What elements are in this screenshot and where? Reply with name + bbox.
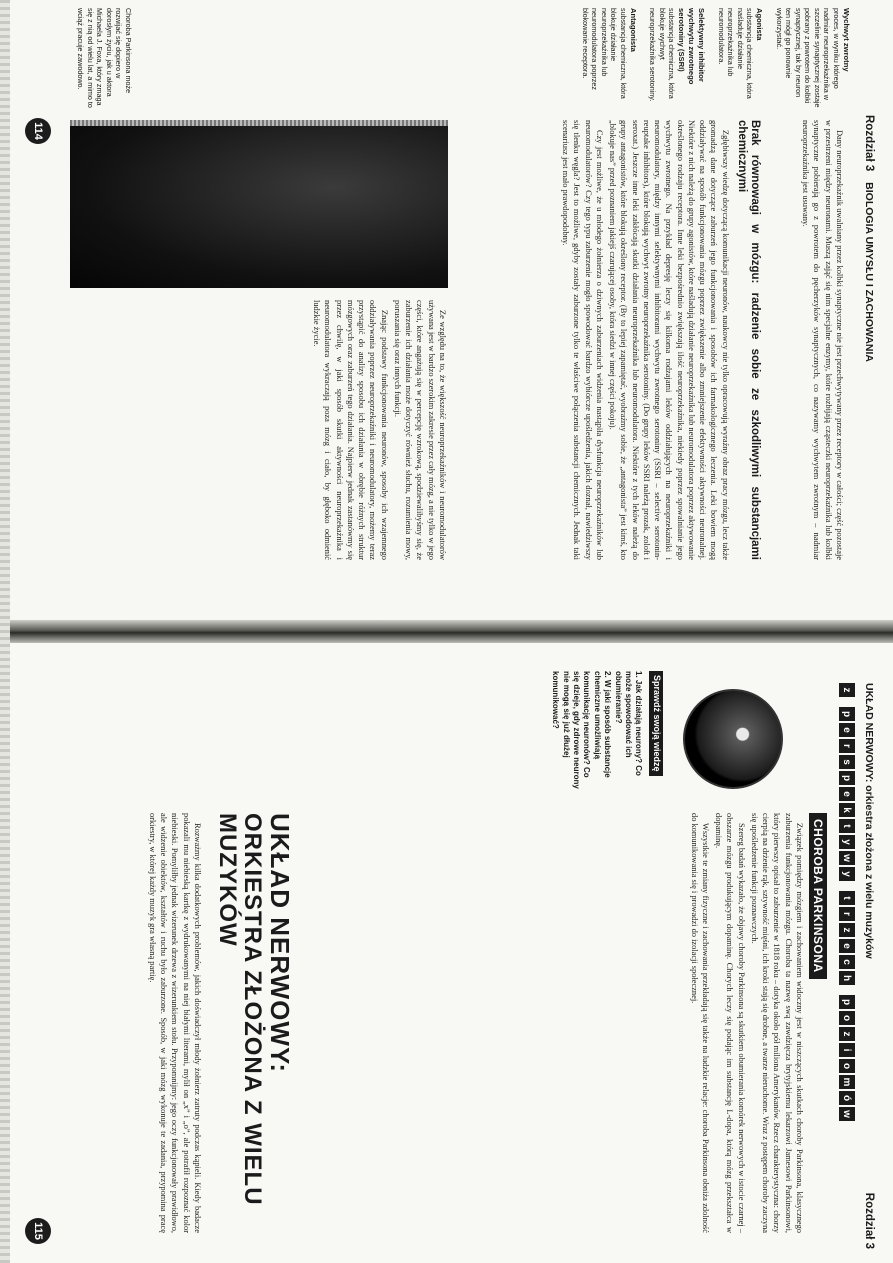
paragraph: Dany neuroprzekaźnik uwalniany przez kolbki synaptyczne nie jest przechwytywany przez receptory w całości; część pozostaje w przestrzeni między neuronami. Muszą zająć się nim specjalne enzymy, które rozbijają cząsteczki neuroprzekaźnika lub kolbki synaptyczne pobierają go z powrotem do pęcherzyków synaptycznych, co nazywamy wychwytem zwrotnym – nadmiar neuroprzekaźnika jest usuwany.: [801, 120, 844, 560]
photo-edge: [70, 120, 448, 126]
banner-letter: z: [839, 683, 855, 697]
perspektywy-banner: [839, 683, 855, 1121]
glossary-definition: substancja chemiczna, która blokuje wychwyt neuroprzekaźnika serotoniny.: [648, 8, 677, 102]
banner-letter: k: [839, 803, 855, 817]
glossary-entry: [580, 8, 638, 108]
question-item: 1. Jak działają neurony? Co może spowodować ich obumieranie?: [613, 671, 644, 776]
chapter-intro: [145, 813, 203, 1233]
paragraph: Szereg badań wykazało, że objawy choroby Parkinsona są skutkiem obumierania komórek nerwowych w istocie czarnej – obszarze mózgu produkującym dopaminę. Chorych leczy się podając im substancję L-dopa, którą mózg przekształca w dopaminę.: [714, 813, 746, 1233]
banner-letter: o: [839, 1011, 855, 1025]
glossary-column: [570, 8, 851, 108]
section-title: Brak równowagi w mózgu: radzenie sobie ze szkodliwymi substancjami chemicznymi: [735, 120, 761, 560]
banner-letter: p: [839, 995, 855, 1009]
banner-letter: z: [839, 923, 855, 937]
portrait-photo: [70, 120, 448, 288]
banner-letter: y: [839, 835, 855, 849]
glossary-definition: proces, w wyniku którego nadmiar neuroprzekaźnika w szczelinie synaptycznej zostaje pobrany z powrotem do kolbki synaptycznej, tak by neuron ten mógł go ponownie wykorzystać.: [774, 8, 841, 108]
banner-letter: r: [839, 907, 855, 921]
photo-caption: Choroba Parkinsona może rozwijać się dopiero w dorosłym życiu, jak u aktora Michaela J. Foxa, który zmaga się z nią od wielu lat, a mimo to wciąż pracuje zawodowo.: [76, 8, 133, 108]
banner-letter: t: [839, 891, 855, 905]
glossary-entry: [774, 8, 851, 108]
question-list: [550, 671, 644, 791]
glossary-definition: substancja chemiczna, która blokuje działanie neuroprzekaźnika lub neuromodulatora poprzez blokowanie receptora.: [580, 8, 628, 99]
glossary-term: Wychwyt zwrotny: [842, 8, 851, 72]
paragraph: Zgłębiwszy wiedzę dotyczącą komunikacji neuronów, naukowcy nie tylko opracowują wyraźny obraz pracy mózgu, lecz także gromadzą dane dotyczące zaburzeń jego funkcjonowania i sposobów ich farmakologicznego leczenia. Leki bowiem mogą oddziaływać na sposób funkcjonowania mózgu poprzez zwiększenie albo zmniejszenie efektywności aktywności neuronalnej. Niektóre z nich należą do grupy agonistów, które naśladują działanie neuroprzekaźnika lub neuromodulatora poprzez aktywowanie określonego rodzaju receptora. Inne leki bezpośrednio zwiększają ilość neuroprzekaźnika, niekiedy poprzez spowalnianie jego wychwytu zwrotnego. Na przykład depresję leczy się kilkoma rodzajami leków oddziałujących na neuroprzekaźniki i neuromodulatory, między innymi selektywnymi inhibitorami wychwytu zwrotnego serotoniny (SSRI – selective serotonin-reuptake inhibitors), które blokują wychwyt zwrotny neuroprzekaźnika serotoniny. (Do grupy leków SSRI należą prozak, zoloft i seroxat.) Jeszcze inne leki zakłócają skutki działania neuroprzekaźnika lub neuromodulatora. Niektóre z tych leków należą do grupy antagonistów, które blokują określony receptor. (By to lepiej zapamiętać, wyobraźmy sobie, że „antagonista” jest kimś, kto „blokuje nas” przed poznaniem jakiejś czarującej osoby, która siedzi w innej części pokoju).: [608, 120, 730, 560]
paragraph: Wszystkie te zmiany fizyczne i zachowania przekładają się także na ludzkie relacje: choroba Parkinsona obniża zdolność do komunikowania się i prowadzi do izolacji społecznej.: [689, 813, 710, 1233]
right-page: [0, 643, 893, 1263]
paragraph: Ze względu na to, że większość neuroprzekaźników i neuromodulatorów używana jest w bardzo szerokim zakresie przez cały mózg, a nie tylko w jego części, które angażują się w percepcję wzrokową, spodziewalibyśmy się, że zaburzenie ich działania może dotyczyć również słuchu, rozumienia mowy, poruszania się oraz innych funkcji.: [393, 300, 447, 560]
right-running-title: UKŁAD NERWOWY: orkiestra złożona z wielu muzyków: [863, 683, 875, 959]
left-page: [0, 0, 893, 620]
paragraph: Rozważmy kilka dodatkowych problemów, jakich doświadczył młody żołnierz zatruty podczas kąpieli. Kiedy badacze pokazali mu niebieską kartkę z wydrukowanymi na niej białymi literami, mylił on „x” i „o”, ale potrafił rozpoznać kolor niebieski. Pomyliłby jednak wizerunek drzewa z wizerunkiem stołu. Przypomnijmy: jego oczy funkcjonowały prawidłowo, ale widzenie obiektów, kształtów i ruchu było zaburzone. Sposób, w jaki mózg wykonuje te zadania, przypomina pracę orkiestry, w której każdy muzyk gra własną partię.: [148, 813, 202, 1233]
left-chapter-label: Rozdział 3: [863, 115, 875, 172]
banner-letter: h: [839, 971, 855, 985]
intro-paragraph: [798, 120, 845, 560]
glossary-entry: [716, 8, 764, 108]
banner-letter: c: [839, 955, 855, 969]
book-gutter: [0, 620, 893, 643]
section-brak-rownowagi: [558, 120, 761, 560]
paragraph: Czy jest możliwe, że u młodego żołnierza o dziwnych zaburzeniach widzenia nastąpiła dysfunkcja neuroprzekaźników lub neuromodulatorów? Czy tego typu zaburzenie mogło spowodować bardzo wybiórcze upośledzenia, jakich doznał, nawiedziwszy się tlenku węgla? Jest to możliwe, gdyby zostały zaburzone tylko te właściwe połączenia substancji chemicznych. Jednak taki scenariusz jest mało prawdopodobny.: [561, 120, 604, 560]
paragraph: Znając podstawy funkcjonowania neuronów, sposoby ich wzajemnego oddziaływania poprzez neuroprzekaźniki i neuromodulatory, możemy teraz przystąpić do analizy sposobu ich działania w obrębie różnych struktur mózgowych oraz zaburzeń tego działania. Najpierw jednak zastanówmy się przez chwilę, w jaki sposób skutki aktywności neuroprzekaźnika i neuromodulatora wykraczają poza mózg i ciało, by głęboko odmienić ludzkie życie.: [312, 300, 389, 560]
left-running-head: [863, 115, 875, 362]
banner-letter: s: [839, 755, 855, 769]
banner-letter: e: [839, 939, 855, 953]
sprawdz-wiedze-box: [550, 671, 663, 791]
right-chapter-label: Rozdział 3: [863, 1192, 875, 1249]
banner-gap: [839, 987, 855, 993]
sprawdz-label: Sprawdź swoją wiedzę: [649, 671, 663, 776]
banner-letter: z: [839, 1027, 855, 1041]
banner-gap: [839, 699, 855, 705]
banner-letter: ó: [839, 1091, 855, 1105]
chapter-title-line2: ORKIESTRA ZŁOŻONA Z WIELU MUZYKÓW: [214, 813, 267, 1206]
lower-text: [309, 300, 448, 560]
banner-letter: i: [839, 1043, 855, 1057]
glossary-term: Agonista: [755, 8, 765, 41]
banner-letter: m: [839, 1075, 855, 1089]
page-number: 114: [25, 118, 51, 144]
question-item: 2. W jaki sposób substancje chemiczne umożliwiają komunikację neuronów? Co się dzieje, gdy zdrowe neurony nie mogą się już dłużej komunikować?: [551, 671, 613, 789]
banner-letter: e: [839, 723, 855, 737]
banner-letter: t: [839, 819, 855, 833]
chapter-title: [215, 813, 293, 1263]
glossary-term: Selektywny inhibitor wychwytu zwrotnego serotoniny (SSRI): [677, 8, 707, 85]
banner-letter: e: [839, 787, 855, 801]
banner-letter: w: [839, 1107, 855, 1121]
banner-letter: p: [839, 707, 855, 721]
left-running-title: BIOLOGIA UMYSŁU I ZACHOWANIA: [863, 182, 875, 363]
scan-edge-bottom: [0, 0, 10, 1263]
chapter-title-line1: UKŁAD NERWOWY:: [265, 813, 295, 1074]
banner-letter: w: [839, 851, 855, 865]
paragraph: Związek pomiędzy mózgiem i zachowaniem widoczny jest w niszczących skutkach choroby Parkinsona, klasycznego zaburzenia funkcjonowania mózgu. Choroba ta nazwę swą zawdzięcza brytyjskiemu lekarzowi Jamesowi Parkinsonowi, który pierwszy opisał to zaburzenie w 1818 roku – dotyka około pół miliona Amerykanów. Rzecz charakterystyczna: chorzy cierpią na drżenie rąk, sztywność mięśni, ich kroki stają się drobne, a twarze nieruchome. Wraz z postępem choroby zaczyna się upośledzenie funkcji poznawczych.: [750, 813, 804, 1233]
parkinson-box-title: CHOROBA PARKINSONA: [809, 813, 827, 979]
parkinson-box-text: [687, 813, 806, 1233]
banner-letter: p: [839, 771, 855, 785]
glossary-term: Antagonista: [628, 8, 638, 52]
circular-photo: [683, 689, 783, 789]
glossary-entry: [648, 8, 707, 108]
banner-gap: [839, 883, 855, 889]
banner-letter: y: [839, 867, 855, 881]
banner-letter: o: [839, 1059, 855, 1073]
page-number: 115: [25, 1218, 51, 1244]
glossary-definition: substancja chemiczna, która naśladuje działanie neuroprzekaźnika lub neuromodulatora.: [716, 8, 755, 99]
banner-letter: r: [839, 739, 855, 753]
